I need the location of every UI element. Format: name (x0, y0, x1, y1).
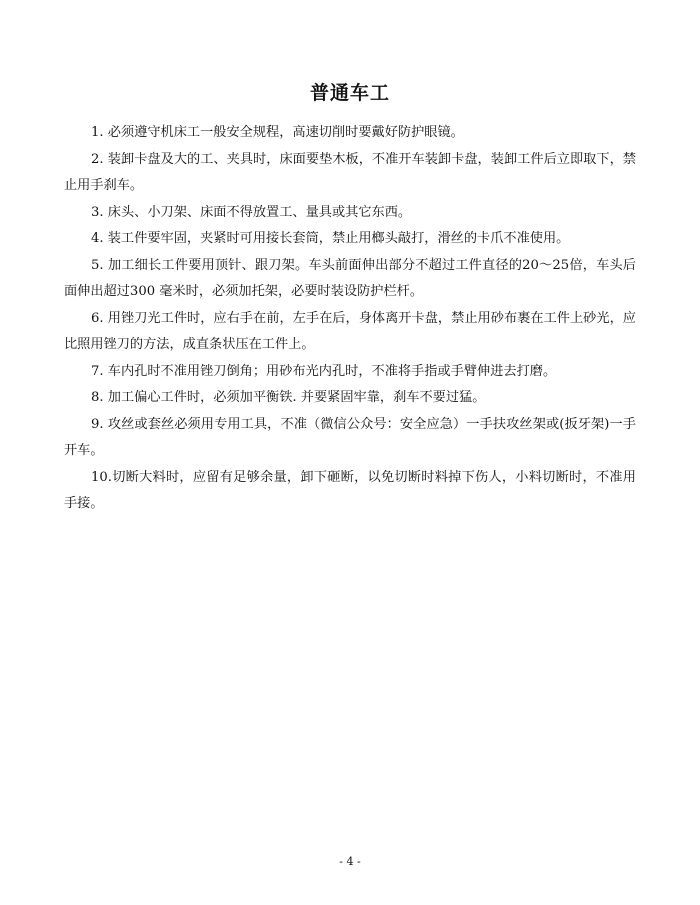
rules-list (64, 120, 636, 518)
page-number: - 4 - (339, 855, 361, 868)
rule-item-5: 5. 加工细长工件要用顶针、跟刀架。车头前面伸出部分不超过工件直径的20～25倍，车头后面伸出超过300 毫米时，必须加托架，必要时装设防护栏杆。 (64, 257, 636, 299)
rule-item-6: 6. 用锉刀光工件时，应右手在前，左手在后，身体离开卡盘，禁止用砂布裹在工件上砂光，应比照用锉刀的方法，成直条状压在工件上。 (64, 310, 636, 352)
rule-item-3: 3. 床头、小刀架、床面不得放置工、量具或其它东西。 (91, 204, 412, 220)
rule-item-2: 2. 装卸卡盘及大的工、夹具时，床面要垫木板，不准开车装卸卡盘，装卸工件后立即取下，禁止用手刹车。 (64, 151, 636, 193)
rule-item-1: 1. 必须遵守机床工一般安全规程，高速切削时要戴好防护眼镜。 (91, 125, 464, 140)
page-title: 普通车工 (309, 82, 390, 104)
rule-item-10: 10.切断大料时，应留有足够余量，卸下砸断，以免切断时料掉下伤人，小料切断时，不准用手接。 (64, 469, 636, 511)
rule-item-7: 7. 车内孔时不准用锉刀倒角；用砂布光内孔时，不准将手指或手臂伸进去打磨。 (91, 363, 557, 379)
rule-item-8: 8. 加工偏心工件时，必须加平衡铁. 并要紧固牢靠，刹车不要过猛。 (91, 390, 486, 405)
rule-item-4: 4. 装工件要牢固，夹紧时可用接长套筒，禁止用榔头敲打，滑丝的卡爪不准使用。 (91, 231, 570, 246)
rule-item-9: 9. 攻丝或套丝必须用专用工具，不准（微信公众号：安全应急）一手扶攻丝架或(扳牙架)一手开车。 (64, 416, 636, 458)
